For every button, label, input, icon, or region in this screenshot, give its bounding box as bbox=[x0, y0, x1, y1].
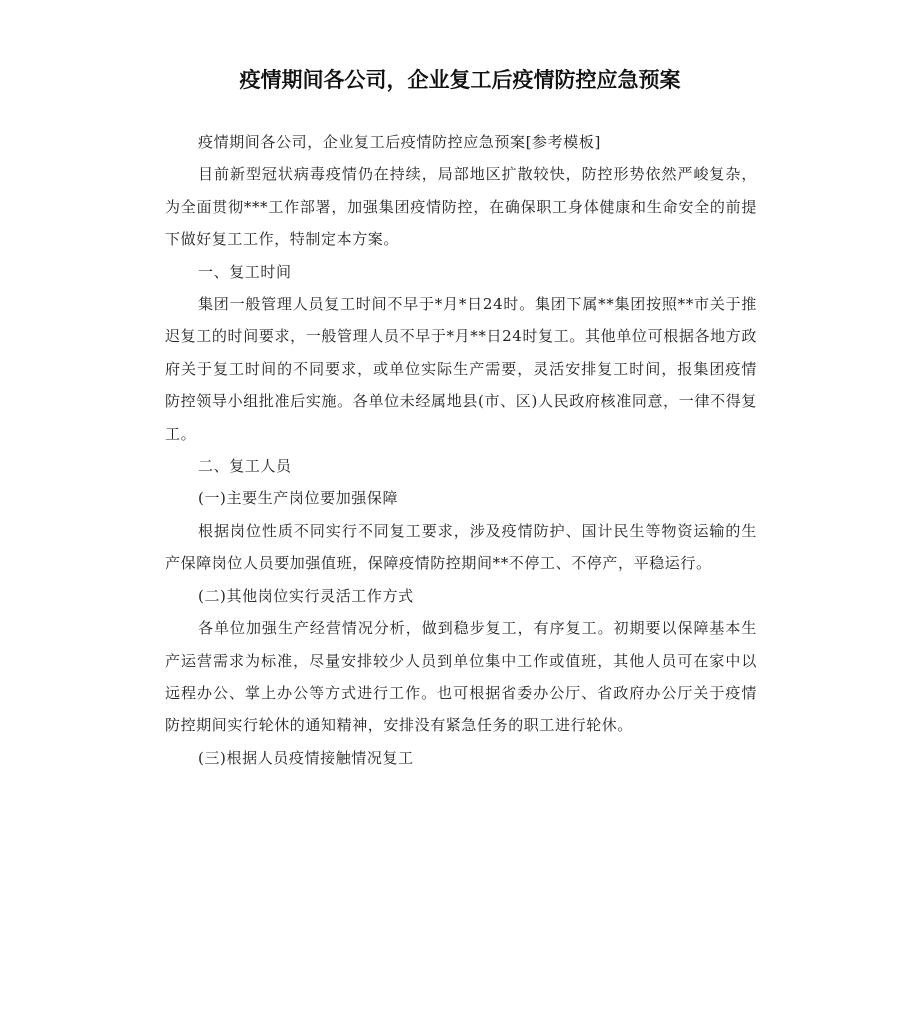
subheading-contact-status: (三)根据人员疫情接触情况复工 bbox=[198, 748, 414, 767]
paragraph-main-posts: 根据岗位性质不同实行不同复工要求，涉及疫情防护、国计民生等物资运输的生产保障岗位人员要加强值班，保障疫情防控期间**不停工、不停产，平稳运行。 bbox=[165, 521, 757, 573]
document-title: 疫情期间各公司，企业复工后疫情防控应急预案 bbox=[239, 68, 681, 92]
subheading-main-posts: (一)主要生产岗位要加强保障 bbox=[198, 489, 399, 508]
section-heading-return-staff: 二、复工人员 bbox=[198, 457, 292, 476]
paragraph-subtitle: 疫情期间各公司，企业复工后疫情防控应急预案[参考模板] bbox=[198, 133, 601, 151]
document-body bbox=[165, 126, 757, 774]
paragraph-intro: 目前新型冠状病毒疫情仍在持续，局部地区扩散较快，防控形势依然严峻复杂，为全面贯彻***工作部署，加强集团疫情防控，在确保职工身体健康和生命安全的前提下做好复工工作，特制定本方案。 bbox=[165, 165, 757, 249]
subheading-other-posts: (二)其他岗位实行灵活工作方式 bbox=[198, 586, 414, 605]
paragraph-other-posts: 各单位加强生产经营情况分析，做到稳步复工，有序复工。初期要以保障基本生产运营需求为标准，尽量安排较少人员到单位集中工作或值班，其他人员可在家中以远程办公、掌上办公等方式进行工作。也可根据省委办公厅、省政府办公厅关于疫情防控期间实行轮休的通知精神，安排没有紧急任务的职工进行轮休。 bbox=[165, 619, 757, 735]
section-heading-return-time: 一、复工时间 bbox=[198, 262, 292, 281]
paragraph-return-time: 集团一般管理人员复工时间不早于*月*日24时。集团下属**集团按照**市关于推迟复工的时间要求，一般管理人员不早于*月**日24时复工。其他单位可根据各地方政府关于复工时间的不同要求，或单位实际生产需要，灵活安排复工时间，报集团疫情防控领导小组批准后实施。各单位未经属地县(市、区)人民政府核准同意，一律不得复工。 bbox=[165, 295, 757, 443]
